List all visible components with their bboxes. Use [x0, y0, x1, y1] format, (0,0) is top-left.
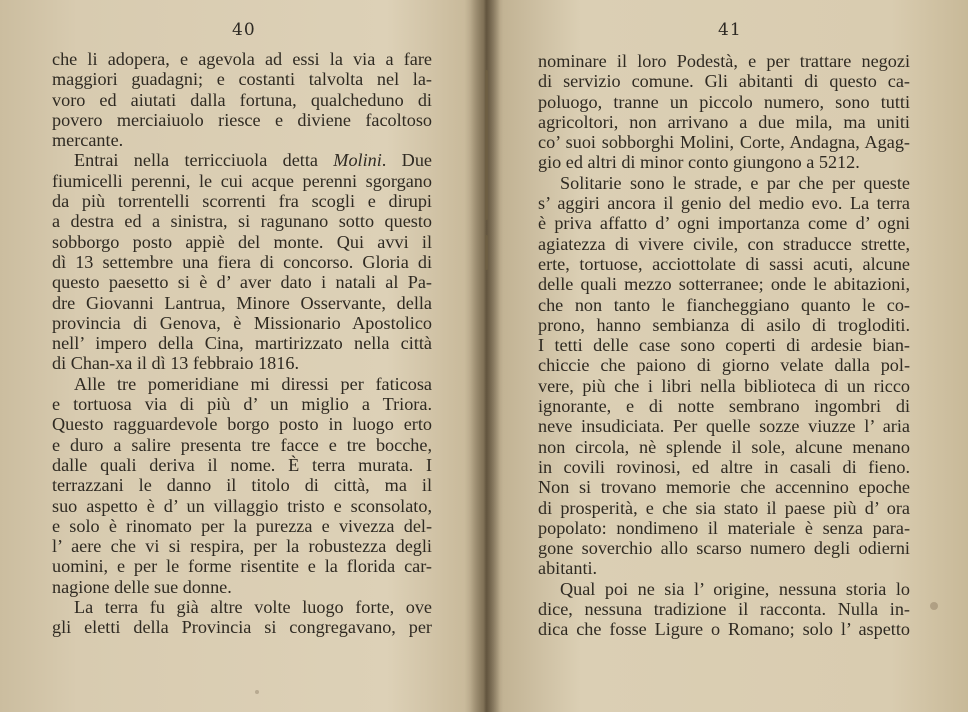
text-line: Alle tre pomeridiane mi diressi per faticosa	[74, 373, 432, 394]
text-line: neve insudiciata. Per quelle sozze viuzze l’ aria	[538, 416, 910, 437]
text-line: Qual poi ne sia l’ origine, nessuna storia lo	[560, 578, 910, 599]
text-line: provincia di Genova, è Missionario Apostolico	[52, 312, 432, 333]
text-line: di prosperità, e che sia stato il paese più d’ ora	[538, 497, 910, 518]
text-line: popolato: nondimeno il materiale è senza para-	[538, 517, 910, 538]
text-line: dica che fosse Ligure o Romano; solo l’ aspetto	[538, 619, 910, 640]
text-line: di Chan-xa il dì 13 febbraio 1816.	[52, 353, 299, 374]
text-line: povero merciaiuolo riesce e diviene facoltoso	[52, 109, 432, 130]
italic-place-name: Molini	[333, 150, 382, 171]
text-line: chiccie che paiono di giorno velate dalla pol-	[538, 355, 910, 376]
text-line: in covili rovinosi, ed altre in casali di fieno.	[538, 456, 910, 477]
text-line: dice, nessuna tradizione il racconta. Nulla in-	[538, 599, 910, 620]
text-line: dì 13 settembre una fiera di concorso. Gloria di	[52, 251, 432, 272]
text-line: è priva affatto d’ ogni importanza come d’ ogni	[538, 213, 910, 234]
text-line: gli eletti della Provincia si congregavano, per	[52, 617, 432, 638]
text-line: gone soverchio allo scarso numero degli odierni	[538, 538, 910, 559]
text-line: che non tanto le fiancheggiano quanto le co-	[538, 294, 910, 315]
text-line: mercante.	[52, 130, 124, 151]
page-number-right: 41	[718, 20, 742, 40]
text-line: La terra fu già altre volte luogo forte, ove	[74, 597, 432, 618]
text-line: uomini, e per le forme risentite e la florida car-	[52, 556, 432, 577]
text-line: da più torrentelli scorrenti fra scogli e dirupi	[52, 191, 432, 212]
text-line: agricoltori, non arrivano a due mila, ma uniti	[538, 111, 910, 132]
text-line: che li adopera, e agevola ad essi la via a fare	[52, 49, 432, 69]
text-line: e tortuosa via di più d’ un miglio a Triora.	[52, 394, 432, 415]
text-line: dre Giovanni Lantrua, Minore Osservante, della	[52, 292, 432, 313]
text-line: Entrai nella terricciuola detta Molini. Due	[74, 150, 432, 171]
text-line: agiatezza di vivere civile, con straducce strette,	[538, 233, 910, 254]
text-line: I tetti delle case sono coperti di ardesie bian-	[538, 335, 910, 356]
text-line: delle quali mezzo sotterranee; onde le abitazioni,	[538, 274, 910, 295]
page-number-left: 40	[232, 20, 256, 40]
text-line: dalle quali deriva il nome. È terra murata. I	[52, 454, 432, 475]
text-line: l’ aere che vi si respira, per la robustezza degli	[52, 536, 432, 557]
text-line: ignorante, e di notte sembrano ingombri di	[538, 396, 910, 417]
right-page	[486, 0, 968, 712]
text-line: erte, tortuose, acciottolate di sassi acuti, alcune	[538, 253, 910, 274]
text-line: Non si trovano memorie che accennino epoche	[538, 477, 910, 498]
text-line: gio ed altri di minor conto giungono a 5212.	[538, 152, 860, 173]
text-line: nominare il loro Podestà, e per trattare negozi	[538, 51, 910, 71]
text-line: maggiori guadagni; e costanti talvolta nel la-	[52, 69, 432, 90]
text-line: poluogo, tranne un piccolo numero, sono tutti	[538, 91, 910, 112]
text-line: sobborgo posto appiè del monte. Qui avvi il	[52, 231, 432, 252]
text-line: s’ aggiri ancora il genio del medio evo. La terra	[538, 193, 910, 214]
text-line: voro ed aiutati dalla fortuna, qualcheduno di	[52, 89, 432, 110]
text-line: e duro a salire presenta tre facce e tre bocche,	[52, 434, 432, 455]
text-line: nagione delle sue donne.	[52, 576, 232, 597]
right-page-text	[538, 51, 910, 640]
text-line: a destra ed a sinistra, si ragunano sotto questo	[52, 211, 432, 232]
text-line: Questo ragguardevole borgo posto in luogo erto	[52, 414, 432, 435]
text-line: fiumicelli perenni, le cui acque perenni sgorgano	[52, 170, 432, 191]
text-line: terrazzani le danno il titolo di città, ma il	[52, 475, 432, 496]
text-line: prono, hanno sembianza di asilo di trogloditi.	[538, 314, 910, 335]
text-line: non circola, nè splende il sole, alcune menano	[538, 436, 910, 457]
text-line: Solitarie sono le strade, e par che per queste	[560, 172, 910, 193]
text-line: di servizio comune. Gli abitanti di questo ca-	[538, 71, 910, 92]
text-line: nell’ impero della Cina, martirizzato nella città	[52, 333, 432, 354]
text-line: questo paesetto si è d’ aver dato i natali al Pa-	[52, 272, 432, 293]
text-line: co’ suoi sobborghi Molini, Corte, Andagna, Agag-	[538, 132, 910, 153]
text-line: vere, più che i libri nella biblioteca di un ricco	[538, 375, 910, 396]
left-page-text	[52, 49, 432, 638]
text-line: e solo è rinomato per la purezza e vivezza del-	[52, 515, 432, 536]
text-line: suo aspetto è d’ un villaggio tristo e sconsolato,	[52, 495, 432, 516]
text-line: abitanti.	[538, 558, 598, 579]
